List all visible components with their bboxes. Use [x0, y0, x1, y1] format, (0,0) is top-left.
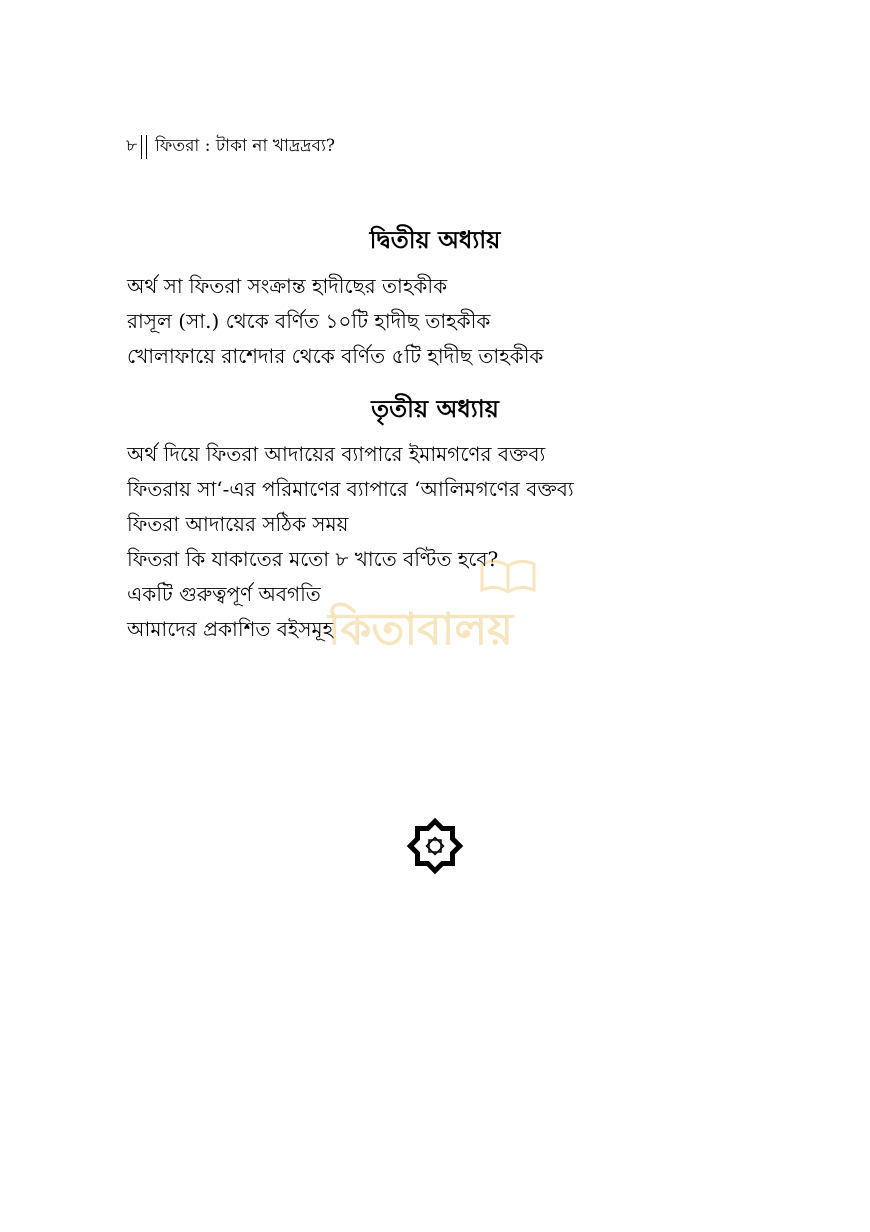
toc-list-chapter-3 [127, 437, 574, 647]
octagram-ornament-icon [403, 814, 467, 878]
toc-item: রাসূল (সা.) থেকে বর্ণিত ১০টি হাদীছ তাহকীক [127, 309, 491, 333]
toc-item: অর্থ দিয়ে ফিতরা আদায়ের ব্যাপারে ইমামগণের বক্তব্য [127, 442, 546, 466]
chapter-heading-2: দ্বিতীয় অধ্যায় [369, 225, 501, 254]
chapter-heading-3: তৃতীয় অধ্যায় [371, 394, 499, 423]
toc-item: ফিতরা কি যাকাতের মতো ৮ খাতে বণ্টিত হবে? [127, 547, 499, 571]
toc-list-chapter-2 [127, 269, 543, 374]
double-bar-divider [141, 135, 147, 159]
book-title: ফিতরা : টাকা না খাদ্রদ্রব্য? [155, 136, 335, 156]
toc-item: ফিতরায় সা‘-এর পরিমাণের ব্যাপারে ‘আলিমগণের বক্তব্য [127, 477, 574, 501]
toc-item: একটি গুরুত্বপূর্ণ অবগতি [127, 582, 321, 606]
toc-item: অর্থ সা ফিতরা সংক্রান্ত হাদীছের তাহকীক [127, 274, 448, 298]
watermark-text: কিতাবালয় [328, 604, 514, 655]
toc-item: খোলাফায়ে রাশেদার থেকে বর্ণিত ৫টি হাদীছ তাহকীক [127, 344, 544, 368]
page-number: ৮ [126, 136, 138, 156]
running-header [126, 134, 335, 160]
toc-item: ফিতরা আদায়ের সঠিক সময় [127, 512, 349, 536]
toc-item: আমাদের প্রকাশিত বইসমূহ [127, 617, 334, 641]
